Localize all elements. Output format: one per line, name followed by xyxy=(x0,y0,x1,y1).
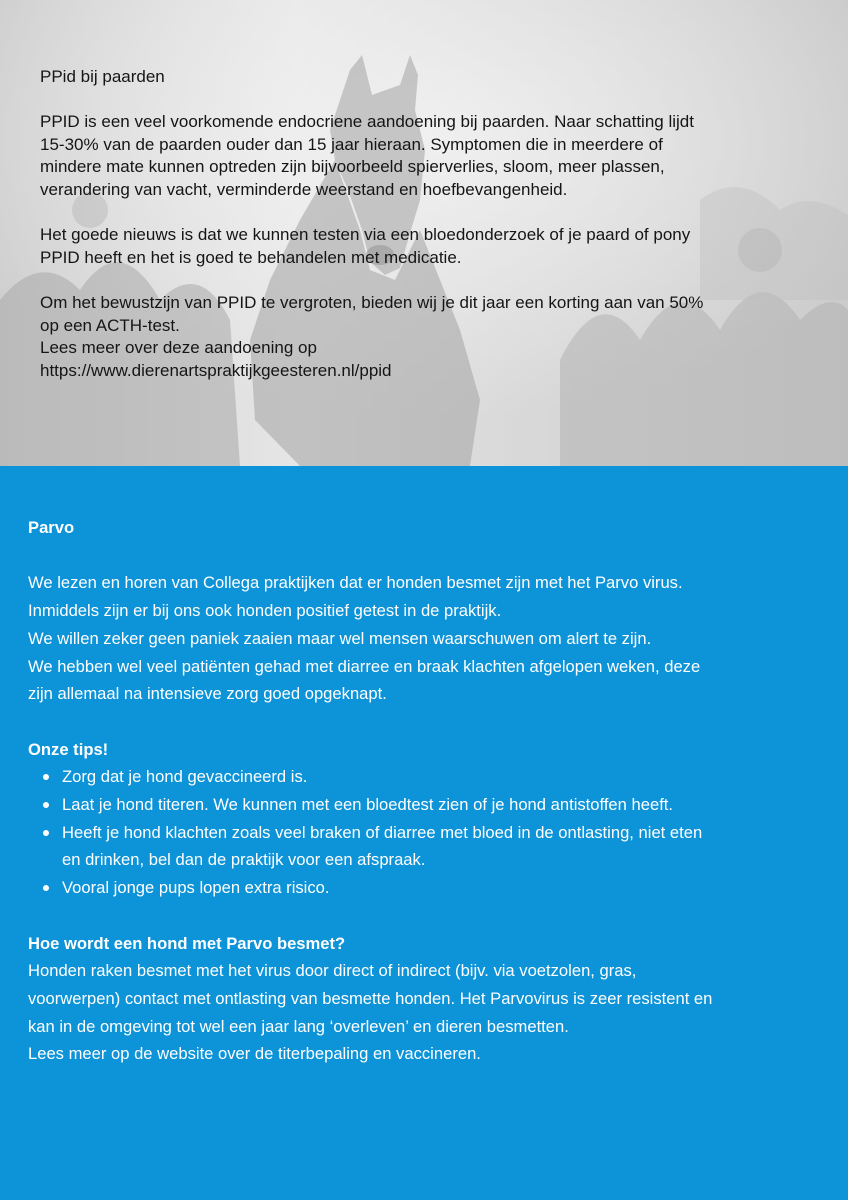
tip-text: Vooral jonge pups lopen extra risico. xyxy=(62,878,330,898)
infection-line: Honden raken besmet met het virus door direct of indirect (bijv. via voetzolen, gras, xyxy=(28,961,637,981)
ppid-section xyxy=(0,0,848,466)
bullet-icon xyxy=(43,830,49,836)
parvo-text-block xyxy=(28,514,838,1068)
ppid-offer-line: Lees meer over deze aandoening op xyxy=(40,338,317,358)
parvo-section xyxy=(0,466,848,1200)
infection-line: voorwerpen) contact met ontlasting van besmette honden. Het Parvovirus is zeer resistent en xyxy=(28,988,713,1008)
infection-line: kan in de omgeving tot wel een jaar lang ‘overleven’ en dieren besmetten. xyxy=(28,1016,569,1036)
parvo-title: Parvo xyxy=(28,518,75,537)
tip-text: Laat je hond titeren. We kunnen met een bloedtest zien of je hond antistoffen heeft. xyxy=(62,795,674,814)
tips-list xyxy=(28,763,838,902)
ppid-title: PPid bij paarden xyxy=(40,67,165,86)
tip-item xyxy=(28,874,838,902)
parvo-intro-line: We lezen en horen van Collega praktijken dat er honden besmet zijn met het Parvo virus. xyxy=(28,573,683,593)
ppid-intro-line: mindere mate kunnen optreden zijn bijvoorbeeld spierverlies, sloom, meer plassen, xyxy=(40,157,665,177)
bullet-icon xyxy=(43,774,49,780)
tip-item xyxy=(28,763,838,791)
parvo-intro-line: We willen zeker geen paniek zaaien maar wel mensen waarschuwen om alert te zijn. xyxy=(28,628,652,648)
tips-title: Onze tips! xyxy=(28,739,109,759)
ppid-good-news-line: PPID heeft en het is goed te behandelen met medicatie. xyxy=(40,247,462,267)
ppid-website-link[interactable]: https://www.dierenartspraktijkgeesteren.nl/ppid xyxy=(40,360,392,380)
ppid-offer-line: op een ACTH-test. xyxy=(40,315,180,335)
parvo-intro-line: zijn allemaal na intensieve zorg goed opgeknapt. xyxy=(28,684,387,704)
ppid-intro-line: PPID is een veel voorkomende endocriene aandoening bij paarden. Naar schatting lijdt xyxy=(40,112,694,132)
ppid-intro-line: 15-30% van de paarden ouder dan 15 jaar hieraan. Symptomen die in meerdere of xyxy=(40,134,663,154)
ppid-text-block xyxy=(40,66,820,382)
ppid-good-news-line: Het goede nieuws is dat we kunnen testen via een bloedonderzoek of je paard of pony xyxy=(40,225,691,245)
ppid-offer-line: Om het bewustzijn van PPID te vergroten, bieden wij je dit jaar een korting aan van 50% xyxy=(40,292,704,312)
tip-text: Heeft je hond klachten zoals veel braken of diarree met bloed in de ontlasting, niet eten xyxy=(62,822,703,842)
ppid-intro-line: verandering van vacht, verminderde weerstand en hoefbevangenheid. xyxy=(40,179,568,199)
parvo-intro-line: We hebben wel veel patiënten gehad met diarree en braak klachten afgelopen weken, deze xyxy=(28,656,701,676)
bullet-icon xyxy=(43,802,49,808)
tip-text: Zorg dat je hond gevaccineerd is. xyxy=(62,767,308,787)
bullet-icon xyxy=(43,885,49,891)
tip-item xyxy=(28,819,838,874)
tip-text: en drinken, bel dan de praktijk voor een afspraak. xyxy=(62,850,426,870)
tip-item xyxy=(28,791,838,819)
infection-line: Lees meer op de website over de titerbepaling en vaccineren. xyxy=(28,1044,481,1064)
infection-title: Hoe wordt een hond met Parvo besmet? xyxy=(28,933,346,953)
parvo-intro-line: Inmiddels zijn er bij ons ook honden positief getest in de praktijk. xyxy=(28,601,502,621)
